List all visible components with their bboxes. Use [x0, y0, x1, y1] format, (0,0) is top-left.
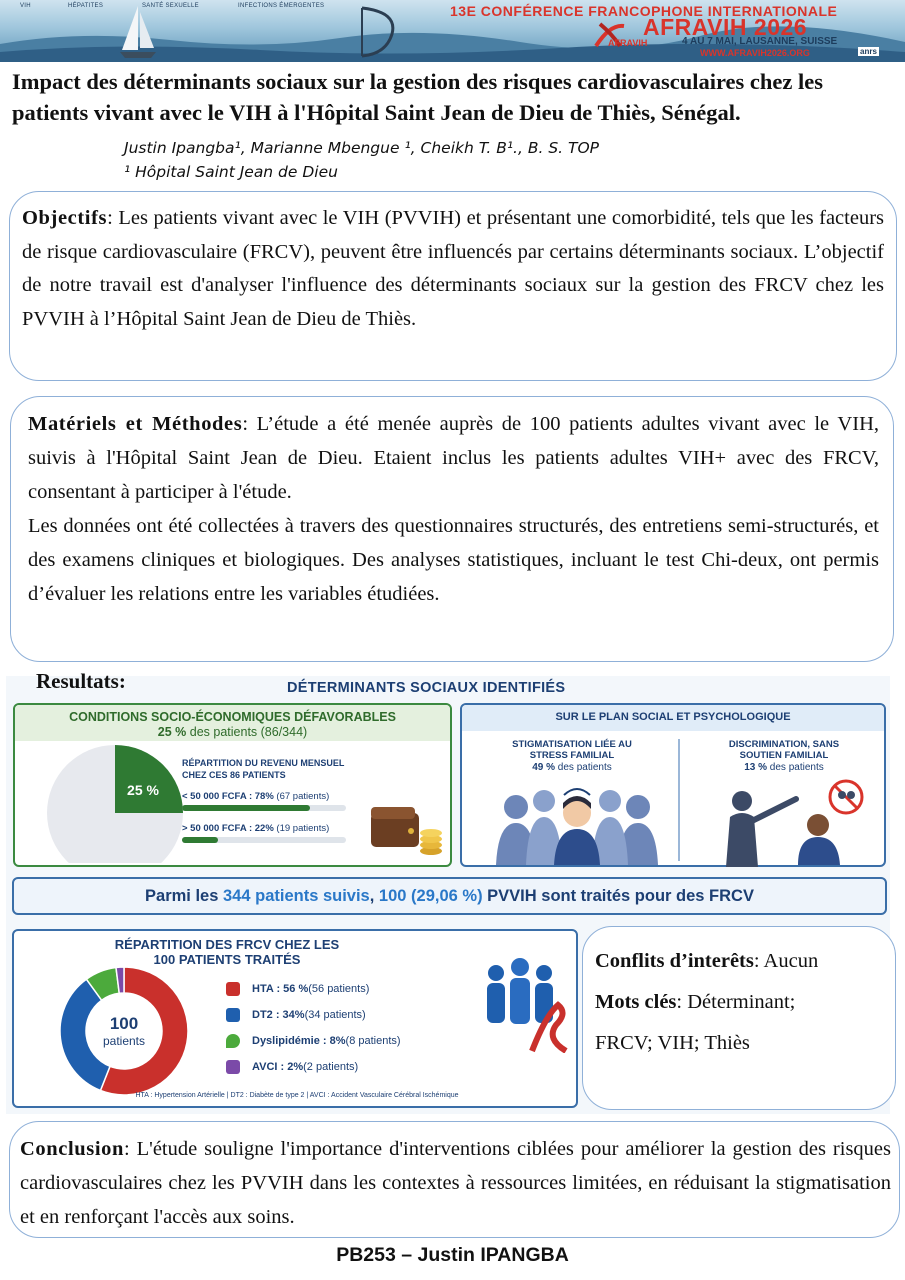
conference-logo-arc [352, 4, 400, 60]
frcv-card [12, 929, 578, 1108]
frcv-legend-detail: (2 patients) [303, 1061, 359, 1073]
droplet-icon [226, 1034, 240, 1048]
social-divider [678, 739, 680, 861]
frcv-legend-label: Dyslipidémie : 8% [252, 1035, 346, 1047]
conference-banner [0, 0, 905, 62]
frcv-legend-detail: (34 patients) [304, 1009, 366, 1021]
revenu-low-bar [182, 805, 310, 811]
nav-infections: INFECTIONS ÉMERGENTES [238, 3, 325, 9]
summary-treated: 100 (29,06 %) [378, 887, 483, 905]
methodes-text-1: : L’étude a été menée auprès de 100 patients adultes vivant avec le VIH, suivis à l'Hôpital Saint Jean de Dieu. Etaient inclus les patients adultes VIH+ avec des FRCV, consentant à participer à l'étude. [28, 413, 879, 503]
discrimination-title [684, 739, 884, 761]
conclusion-text: : L'étude souligne l'importance d'interventions ciblées pour améliorer la gestion des risques cardiovasculaires chez les PVVIH dans les contextes à ressources limitées, en réduisant la stigmatisation et en renforçant l'accès aux soins. [20, 1138, 891, 1228]
social-card-title: SUR LE PLAN SOCIAL ET PSYCHOLOGIQUE [555, 711, 791, 723]
stressed-person-illustration [492, 779, 662, 865]
glucometer-icon [226, 1008, 240, 1022]
socio-pct: 25 % [157, 725, 187, 739]
conclusion-paragraph [20, 1132, 891, 1234]
stigmatisation-pct: 49 % [532, 762, 556, 773]
frcv-legend-label: AVCI : 2% [252, 1061, 304, 1073]
revenu-low-label: < 50 000 FCFA : 78% [182, 791, 274, 802]
frcv-donut-chart [34, 963, 214, 1098]
poster-id-footer: PB253 – Justin IPANGBA [336, 1244, 569, 1266]
revenu-title-line-2: CHEZ CES 86 PATIENTS [182, 770, 286, 780]
frcv-legend-row-hta [226, 979, 369, 999]
socio-card-title: CONDITIONS SOCIO-ÉCONOMIQUES DÉFAVORABLES [69, 710, 396, 724]
methodes-paragraph-2: Les données ont été collectées à travers des questionnaires structurés, des entretiens semi-structurés, et des examens cliniques et biologiques. Des analyses statistiques, incluant le test Chi-deux, ont permis d’évaluer les relations entre les variables étudiées. [28, 515, 879, 605]
objectifs-label: Objectifs [22, 207, 108, 229]
socio-economic-card [13, 703, 452, 867]
objectifs-section [9, 191, 897, 381]
affiliation: ¹ Hôpital Saint Jean de Dieu [124, 163, 338, 181]
social-psych-card [460, 703, 886, 867]
mots-cles-line [595, 982, 885, 1023]
donut-center-label: patients [102, 1034, 146, 1048]
infographic-title: DÉTERMINANTS SOCIAUX IDENTIFIÉS [287, 680, 566, 696]
conference-website[interactable]: WWW.AFRAVIH2026.ORG [700, 48, 810, 58]
conflits-line [595, 941, 885, 982]
summary-banner [12, 877, 887, 915]
afravih-brand: AFRAVIH 2026 [643, 14, 808, 40]
brain-icon [226, 1060, 240, 1074]
heart-pulse-icon [226, 982, 240, 996]
conference-dates: 4 AU 7 MAI, LAUSANNE, SUISSE [682, 36, 838, 47]
stigmatisation-title-line-1: STIGMATISATION LIÉE AU [512, 739, 632, 750]
frcv-legend-row-avci [226, 1057, 358, 1077]
summary-post: PVVIH sont traités pour des FRCV [482, 887, 754, 905]
revenu-high-detail: (19 patients) [273, 823, 330, 834]
frcv-abbrev-legend: HTA : Hypertension Artérielle | DT2 : Diabète de type 2 | AVCI : Accident Vasculaire Cérébral Ischémique [135, 1092, 459, 1099]
socio-pct-detail: des patients (86/344) [186, 725, 308, 739]
conflits-value: : Aucun [753, 950, 819, 972]
socio-pie-chart [25, 745, 185, 863]
methodes-label: Matériels et Méthodes [28, 413, 243, 435]
frcv-title-line-2: 100 PATIENTS TRAITÉS [153, 952, 301, 967]
stigmatisation-title-line-2: STRESS FAMILIAL [529, 750, 615, 761]
discrimination-detail: des patients [767, 762, 824, 773]
authors-line: Justin Ipangba¹, Marianne Mbengue ¹, Cheikh T. B¹., B. S. TOP [124, 139, 600, 157]
patients-ribbon-icon [472, 953, 572, 1053]
revenu-title [182, 757, 344, 781]
summary-mid: , [369, 887, 379, 905]
frcv-legend-detail: (8 patients) [345, 1035, 401, 1047]
socio-pie-label: 25 % [127, 782, 159, 798]
anrs-logo: anrs [860, 47, 877, 56]
stigmatisation-pct-line [472, 762, 672, 773]
nav-vih: VIH [20, 3, 31, 9]
revenu-high-label: > 50 000 FCFA : 22% [182, 823, 274, 834]
discrimination-illustration [712, 777, 882, 867]
revenu-high-track [182, 837, 346, 843]
donut-center-value: 100 [109, 1014, 139, 1033]
conflits-label: Conflits d’interêts [595, 950, 754, 972]
discrimination-title-line-2: SOUTIEN FAMILIAL [739, 750, 829, 761]
revenu-row-high [182, 823, 329, 834]
summary-pre: Parmi les [145, 887, 223, 905]
stigmatisation-title [472, 739, 672, 761]
frcv-legend [226, 979, 466, 1089]
afravih-small-logo: AFRAVIH [608, 38, 648, 48]
frcv-legend-detail: (56 patients) [308, 983, 370, 995]
frcv-legend-label: HTA : 56 % [252, 983, 309, 995]
resultats-label: Resultats: [36, 669, 126, 693]
revenu-low-detail: (67 patients) [273, 791, 330, 802]
conclusion-section [9, 1121, 900, 1238]
methodes-section [10, 396, 894, 662]
discrimination-pct-line [684, 762, 884, 773]
frcv-legend-row-dt2 [226, 1005, 366, 1025]
summary-text [14, 887, 885, 906]
socio-pie-slice [115, 745, 183, 813]
objectifs-text: : Les patients vivant avec le VIH (PVVIH) et présentant une comorbidité, tels que les facteurs de risque cardiovasculaire (FRCV), peuvent être influencés par certains déterminants sociaux. L’objectif de notre travail est d'analyser l'influence des déterminants sociaux sur la gestion des FRCV chez les PVVIH à l’Hôpital Saint Jean de Dieu de Thiès. [22, 207, 884, 330]
authors-block [124, 136, 824, 184]
revenu-low-track [182, 805, 346, 811]
methodes-paragraph-1 [28, 407, 879, 509]
mots-cles-label: Mots clés [595, 991, 677, 1013]
socio-card-pct-line [15, 725, 450, 739]
conclusion-label: Conclusion [20, 1138, 124, 1160]
conflits-section [582, 926, 896, 1110]
nav-sante-sexuelle: SANTÉ SEXUELLE [142, 3, 199, 9]
revenu-row-low [182, 791, 329, 802]
summary-total: 344 patients suivis [223, 887, 370, 905]
frcv-legend-row-dyslipidémie [226, 1031, 401, 1051]
frcv-legend-label: DT2 : 34% [252, 1009, 305, 1021]
revenu-high-bar [182, 837, 218, 843]
mots-cles-line-2: FRCV; VIH; Thiès [595, 1032, 750, 1054]
wallet-coins-icon [367, 793, 447, 859]
stigmatisation-detail: des patients [555, 762, 612, 773]
poster-title: Impact des déterminants sociaux sur la gestion des risques cardiovasculaires chez les patients vivant avec le VIH à l'Hôpital Saint Jean de Dieu de Thiès, Sénégal. [12, 69, 824, 125]
nav-hepatites: HÉPATITES [68, 3, 104, 9]
revenu-title-line-1: RÉPARTITION DU REVENU MENSUEL [182, 758, 345, 768]
objectifs-paragraph [22, 202, 884, 336]
conference-name: 13E CONFÉRENCE FRANCOPHONE INTERNATIONALE [450, 3, 838, 19]
frcv-title-line-1: RÉPARTITION DES FRCV CHEZ LES [114, 937, 340, 952]
mots-cles-value-1: : Déterminant; [676, 991, 796, 1013]
sailboat-icon [118, 4, 158, 60]
discrimination-title-line-1: DISCRIMINATION, SANS [728, 739, 840, 750]
discrimination-pct: 13 % [744, 762, 768, 773]
